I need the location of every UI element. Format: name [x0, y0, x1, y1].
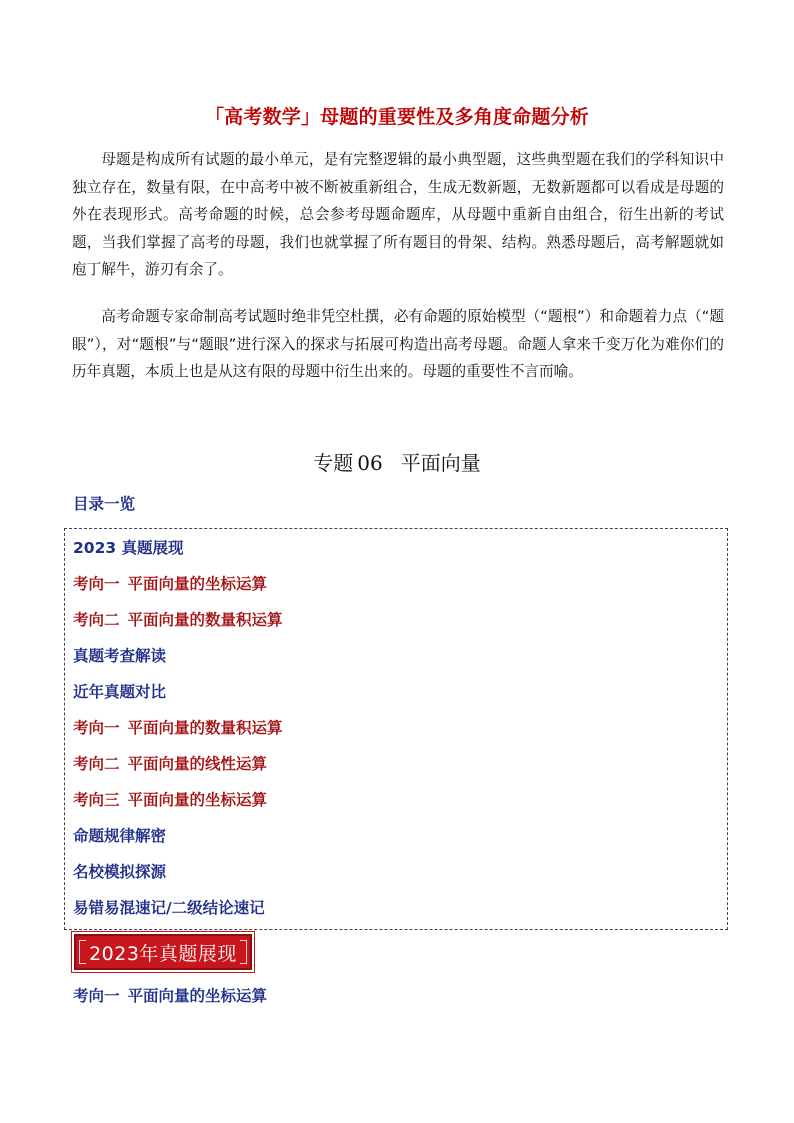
toc-item-label: 平面向量的坐标运算	[127, 575, 268, 593]
page-title: 「高考数学」母题的重要性及多角度命题分析	[204, 106, 589, 128]
toc-item[interactable]	[73, 536, 184, 558]
toc-item-label: 真题考查解读	[73, 647, 167, 665]
toc-item-lead: 考向二	[73, 755, 120, 773]
toc-item-lead: 考向二	[73, 611, 120, 629]
toc-item-label: 平面向量的数量积运算	[127, 719, 283, 737]
intro-paragraph-2: 高考命题专家命制高考试题时绝非凭空杜撰，必有命题的原始模型（“题根”）和命题着力点（“题眼”），对“题根”与“题眼”进行深入的探求与拓展可构造出高考母题。命题人拿来千变万化为难你们的历年真题，本质上也是从这有限的母题中衍生出来的。母题的重要性不言而喻。	[72, 308, 724, 381]
subheading-lead: 考向一	[73, 987, 120, 1005]
toc-item[interactable]	[73, 752, 267, 774]
toc-item-lead: 考向三	[73, 791, 120, 809]
toc-item[interactable]	[73, 572, 267, 594]
toc-item-label: 平面向量的数量积运算	[127, 611, 283, 629]
toc-item[interactable]	[73, 716, 283, 738]
toc-item-label: 2023 真题展现	[73, 539, 184, 557]
toc-item[interactable]	[73, 788, 267, 810]
topic-title	[0, 447, 794, 476]
toc-item[interactable]	[73, 824, 166, 846]
intro-paragraph-1: 母题是构成所有试题的最小单元，是有完整逻辑的最小典型题，这些典型题在我们的学科知识中独立存在，数量有限，在中高考中被不断被重新组合，生成无数新题，无数新题都可以看成是母题的外在表现形式。高考命题的时候，总会参考母题命题库，从母题中重新自由组合，衍生出新的考试题，当我们掌握了高考的母题，我们也就掌握了所有题目的骨架、结构。熟悉母题后，高考解题就如庖丁解牛，游刃有余了。	[72, 151, 724, 279]
subheading-text: 平面向量的坐标运算	[127, 987, 268, 1005]
toc-item-lead: 考向一	[73, 575, 120, 593]
toc-item[interactable]	[73, 860, 166, 882]
topic-number: 06	[357, 451, 383, 475]
toc-item-label: 近年真题对比	[73, 683, 167, 701]
toc-item[interactable]	[73, 644, 166, 666]
topic-prefix: 专题	[313, 451, 354, 475]
toc-item-label: 易错易混速记/二级结论速记	[73, 899, 265, 917]
toc-item[interactable]	[73, 680, 166, 702]
toc-item-label: 平面向量的坐标运算	[127, 791, 268, 809]
section-banner-text: 2023年真题展现	[89, 942, 237, 965]
toc-item-lead: 考向一	[73, 719, 120, 737]
toc-item-label: 平面向量的线性运算	[127, 755, 268, 773]
toc-heading: 目录一览	[73, 495, 136, 513]
toc-box	[64, 528, 728, 930]
topic-name: 平面向量	[400, 451, 481, 475]
toc-item[interactable]	[73, 608, 283, 630]
toc-item-label: 命题规律解密	[73, 827, 167, 845]
toc-item-label: 名校模拟探源	[73, 863, 167, 881]
section-subheading	[73, 984, 267, 1006]
section-banner	[74, 934, 252, 970]
toc-item[interactable]	[73, 896, 265, 918]
